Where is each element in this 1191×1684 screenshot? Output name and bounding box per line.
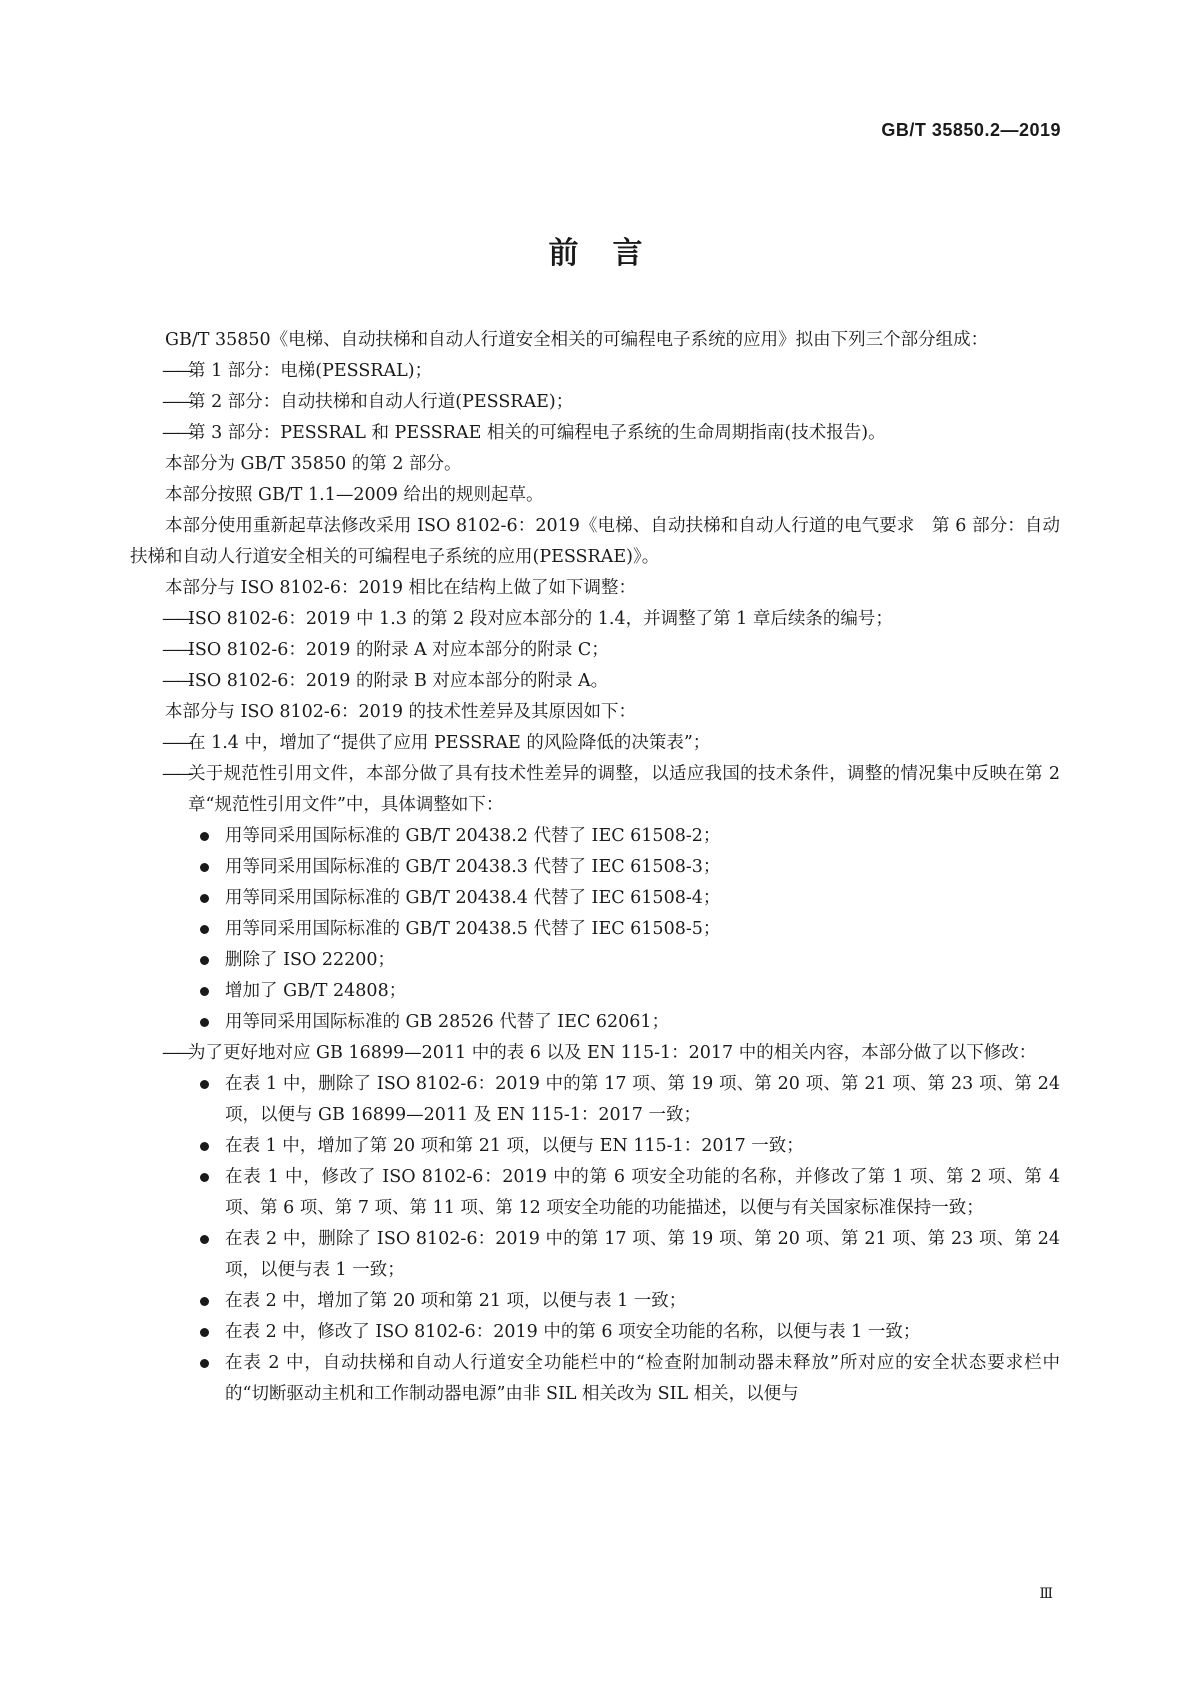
- page-number: Ⅲ: [1039, 1586, 1053, 1602]
- paragraph: 本部分使用重新起草法修改采用 ISO 8102-6：2019《电梯、自动扶梯和自动人行道的电气要求 第 6 部分：自动扶梯和自动人行道安全相关的可编程电子系统的应用(PESSRAE)》。: [130, 516, 1060, 567]
- document-body: [130, 325, 1060, 1410]
- part-item: —— 第 3 部分：PESSRAL 和 PESSRAE 相关的可编程电子系统的生命周期指南(技术报告)。: [130, 418, 1060, 449]
- bullet-item: [130, 1162, 1060, 1224]
- bullet-text: 用等同采用国际标准的 GB/T 20438.3 代替了 IEC 61508-3；: [225, 857, 721, 877]
- bullet-icon: [200, 956, 209, 965]
- bullet-icon: [200, 863, 209, 872]
- bullet-item: [130, 914, 1060, 945]
- part-item: —— 第 2 部分：自动扶梯和自动人行道(PESSRAE)；: [130, 387, 1060, 418]
- bullet-text: 用等同采用国际标准的 GB/T 20438.4 代替了 IEC 61508-4；: [225, 888, 721, 908]
- bullet-text: 在表 2 中，自动扶梯和自动人行道安全功能栏中的“检查附加制动器未释放”所对应的安全状态要求栏中的“切断驱动主机和工作制动器电源”由非 SIL 相关改为 SIL 相关，以便与: [225, 1353, 1060, 1404]
- difference-item: —— 为了更好地对应 GB 16899—2011 中的表 6 以及 EN 115-1：2017 中的相关内容，本部分做了以下修改：: [130, 1038, 1060, 1069]
- bullet-item: [130, 945, 1060, 976]
- bullet-item: [130, 852, 1060, 883]
- bullet-item: [130, 1348, 1060, 1410]
- part-item: —— 第 1 部分：电梯(PESSRAL)；: [130, 356, 1060, 387]
- paragraph: 本部分与 ISO 8102-6：2019 的技术性差异及其原因如下：: [165, 702, 637, 722]
- bullet-icon: [200, 894, 209, 903]
- bullet-text: 删除了 ISO 22200；: [225, 950, 396, 970]
- bullet-icon: [200, 1173, 209, 1182]
- bullet-icon: [200, 1080, 209, 1089]
- bullet-item: [130, 821, 1060, 852]
- bullet-text: 用等同采用国际标准的 GB/T 20438.2 代替了 IEC 61508-2；: [225, 826, 721, 846]
- bullet-text: 在表 2 中，修改了 ISO 8102-6：2019 中的第 6 项安全功能的名称，以便与表 1 一致；: [225, 1322, 921, 1342]
- intro-paragraph: GB/T 35850《电梯、自动扶梯和自动人行道安全相关的可编程电子系统的应用》拟由下列三个部分组成：: [165, 330, 989, 350]
- bullet-item: [130, 883, 1060, 914]
- bullet-icon: [200, 1328, 209, 1337]
- bullet-icon: [200, 1235, 209, 1244]
- paragraph: 本部分为 GB/T 35850 的第 2 部分。: [165, 454, 462, 474]
- bullet-text: 在表 2 中，增加了第 20 项和第 21 项，以便与表 1 一致；: [225, 1291, 687, 1311]
- bullet-item: [130, 1069, 1060, 1131]
- difference-item: —— 关于规范性引用文件，本部分做了具有技术性差异的调整，以适应我国的技术条件，调整的情况集中反映在第 2 章“规范性引用文件”中，具体调整如下：: [130, 759, 1060, 821]
- structure-item: —— ISO 8102-6：2019 的附录 B 对应本部分的附录 A。: [130, 666, 1060, 697]
- bullet-item: [130, 1131, 1060, 1162]
- bullet-item: [130, 976, 1060, 1007]
- paragraph: 本部分与 ISO 8102-6：2019 相比在结构上做了如下调整：: [165, 578, 637, 598]
- standard-code: GB/T 35850.2—2019: [881, 120, 1061, 140]
- bullet-text: 在表 1 中，删除了 ISO 8102-6：2019 中的第 17 项、第 19 项、第 20 项、第 21 项、第 23 项、第 24 项，以便与 GB 16899—2011 及 EN 115-1：2017 一致；: [225, 1074, 1060, 1125]
- bullet-text: 在表 2 中，删除了 ISO 8102-6：2019 中的第 17 项、第 19 项、第 20 项、第 21 项、第 23 项、第 24 项，以便与表 1 一致；: [225, 1229, 1060, 1280]
- bullet-text: 用等同采用国际标准的 GB 28526 代替了 IEC 62061；: [225, 1012, 670, 1032]
- bullet-item: [130, 1317, 1060, 1348]
- structure-item: —— ISO 8102-6：2019 中 1.3 的第 2 段对应本部分的 1.4，并调整了第 1 章后续条的编号；: [130, 604, 1060, 635]
- page-title: 前言: [548, 236, 677, 271]
- bullet-icon: [200, 925, 209, 934]
- bullet-text: 在表 1 中，修改了 ISO 8102-6：2019 中的第 6 项安全功能的名称，并修改了第 1 项、第 2 项、第 4 项、第 6 项、第 7 项、第 11 项、第 12 项安全功能的功能描述，以便与有关国家标准保持一致；: [225, 1167, 1060, 1218]
- bullet-text: 用等同采用国际标准的 GB/T 20438.5 代替了 IEC 61508-5；: [225, 919, 721, 939]
- bullet-item: [130, 1224, 1060, 1286]
- structure-item: —— ISO 8102-6：2019 的附录 A 对应本部分的附录 C；: [130, 635, 1060, 666]
- bullet-icon: [200, 1018, 209, 1027]
- bullet-item: [130, 1286, 1060, 1317]
- bullet-icon: [200, 1359, 209, 1368]
- bullet-icon: [200, 1142, 209, 1151]
- bullet-text: 在表 1 中，增加了第 20 项和第 21 项，以便与 EN 115-1：2017 一致；: [225, 1136, 804, 1156]
- paragraph: 本部分按照 GB/T 1.1—2009 给出的规则起草。: [165, 485, 544, 505]
- bullet-icon: [200, 987, 209, 996]
- difference-item: —— 在 1.4 中，增加了“提供了应用 PESSRAE 的风险降低的决策表”；: [130, 728, 1060, 759]
- bullet-icon: [200, 832, 209, 841]
- bullet-icon: [200, 1297, 209, 1306]
- bullet-item: [130, 1007, 1060, 1038]
- bullet-text: 增加了 GB/T 24808；: [225, 981, 407, 1001]
